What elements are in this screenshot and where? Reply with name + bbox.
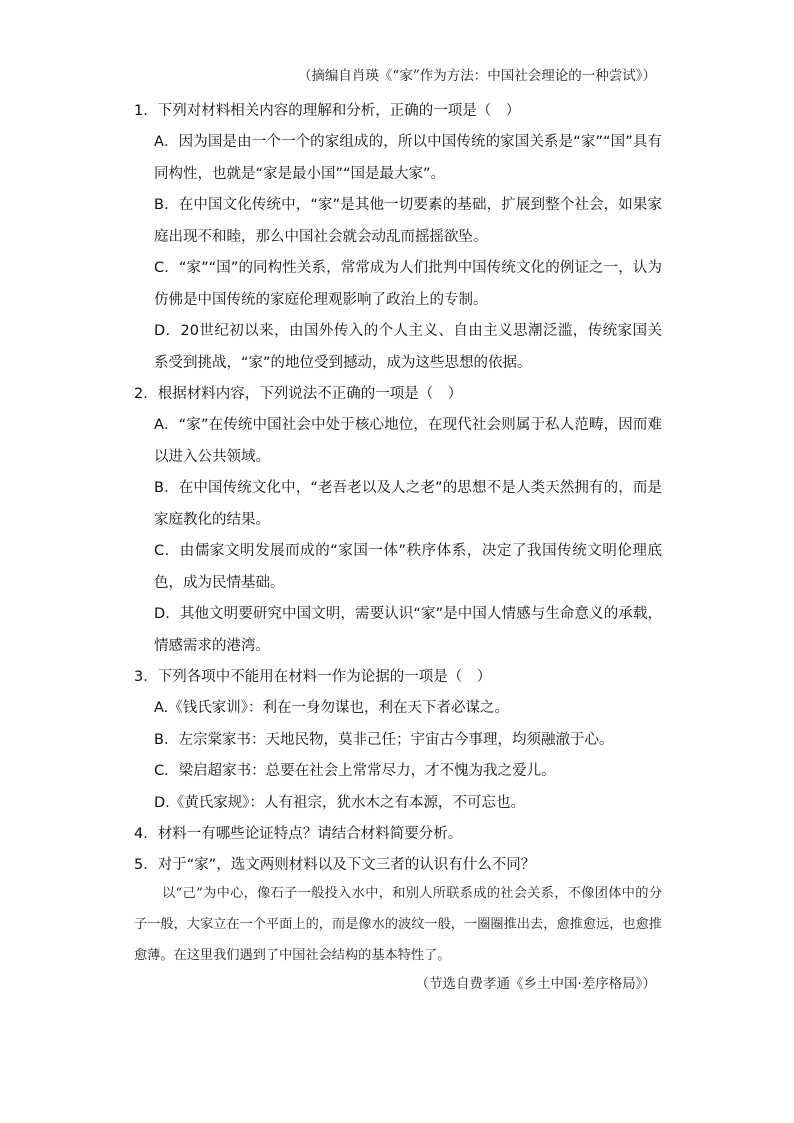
question-3 <box>134 662 662 819</box>
option-a: A．因为国是由一个一个的家组成的，所以中国传统的家国关系是“家”“国”具有同构性，也就是“家是最小国”“国是最大家”。 <box>154 134 662 182</box>
option-d: D．其他文明要研究中国文明，需要认识“家”是中国人情感与生命意义的承载，情感需求的港湾。 <box>154 606 662 654</box>
question-4 <box>134 819 662 850</box>
option-b: B．左宗棠家书：天地民物，莫非己任；宇宙古今事理，均须融澈于心。 <box>154 731 614 748</box>
option-c: C．梁启超家书：总要在社会上常常尽力，才不愧为我之爱儿。 <box>154 763 556 779</box>
option-b: B．在中国传统文化中，“老吾老以及人之老”的思想不是人类天然拥有的，而是家庭教化的结果。 <box>154 480 662 528</box>
question-1 <box>134 96 662 379</box>
option-c: C．由儒家文明发展而成的“家国一体”秩序体系，决定了我国传统文明伦理底色，成为民情基础。 <box>154 543 662 591</box>
excerpt-passage: 以“己”为中心，像石子一般投入水中，和别人所联系成的社会关系，不像团体中的分子一般，大家立在一个平面上的，而是像水的波纹一般，一圈圈推出去，愈推愈远，也愈推愈薄。在这里我们遇到了中国社会结构的基本特性了。 <box>134 886 662 963</box>
option-c: C．“家”“国”的同构性关系，常常成为人们批判中国传统文化的例证之一，认为仿佛是中国传统的家庭伦理观影响了政治上的专制。 <box>154 260 662 308</box>
option-b: B．在中国文化传统中，“家”是其他一切要素的基础，扩展到整个社会，如果家庭出现不和睦，那么中国社会就会动乱而摇摇欲坠。 <box>154 197 662 245</box>
option-a: A．“家”在传统中国社会中处于核心地位，在现代社会则属于私人范畴，因而难以进入公共领域。 <box>154 417 662 465</box>
question-stem: 1．下列对材料相关内容的理解和分析，正确的一项是（ ） <box>134 103 521 119</box>
question-5 <box>134 850 662 881</box>
source-citation-top: （摘编自肖瑛《“家”作为方法：中国社会理论的一种尝试》） <box>297 68 656 84</box>
question-stem: 3．下列各项中不能用在材料一作为论据的一项是（ ） <box>134 669 492 685</box>
question-stem: 4．材料一有哪些论证特点？请结合材料简要分析。 <box>134 826 463 842</box>
option-d: D．20世纪初以来，由国外传入的个人主义、自由主义思潮泛滥，传统家国关系受到挑战，“家”的地位受到撼动，成为这些思想的依据。 <box>154 323 662 371</box>
option-a: A.《钱氏家训》：利在一身勿谋也，利在天下者必谋之。 <box>154 700 510 716</box>
question-stem: 2．根据材料内容，下列说法不正确的一项是（ ） <box>134 386 463 402</box>
question-list <box>134 96 662 881</box>
question-stem: 5．对于“家”，选文两则材料以及下文三者的认识有什么不同？ <box>134 857 536 873</box>
question-2 <box>134 379 662 662</box>
source-citation-bottom: （节选自费孝通《乡土中国·差序格局》） <box>415 976 656 992</box>
option-d: D.《黄氏家规》：人有祖宗，犹水木之有本源，不可忘也。 <box>154 794 526 811</box>
